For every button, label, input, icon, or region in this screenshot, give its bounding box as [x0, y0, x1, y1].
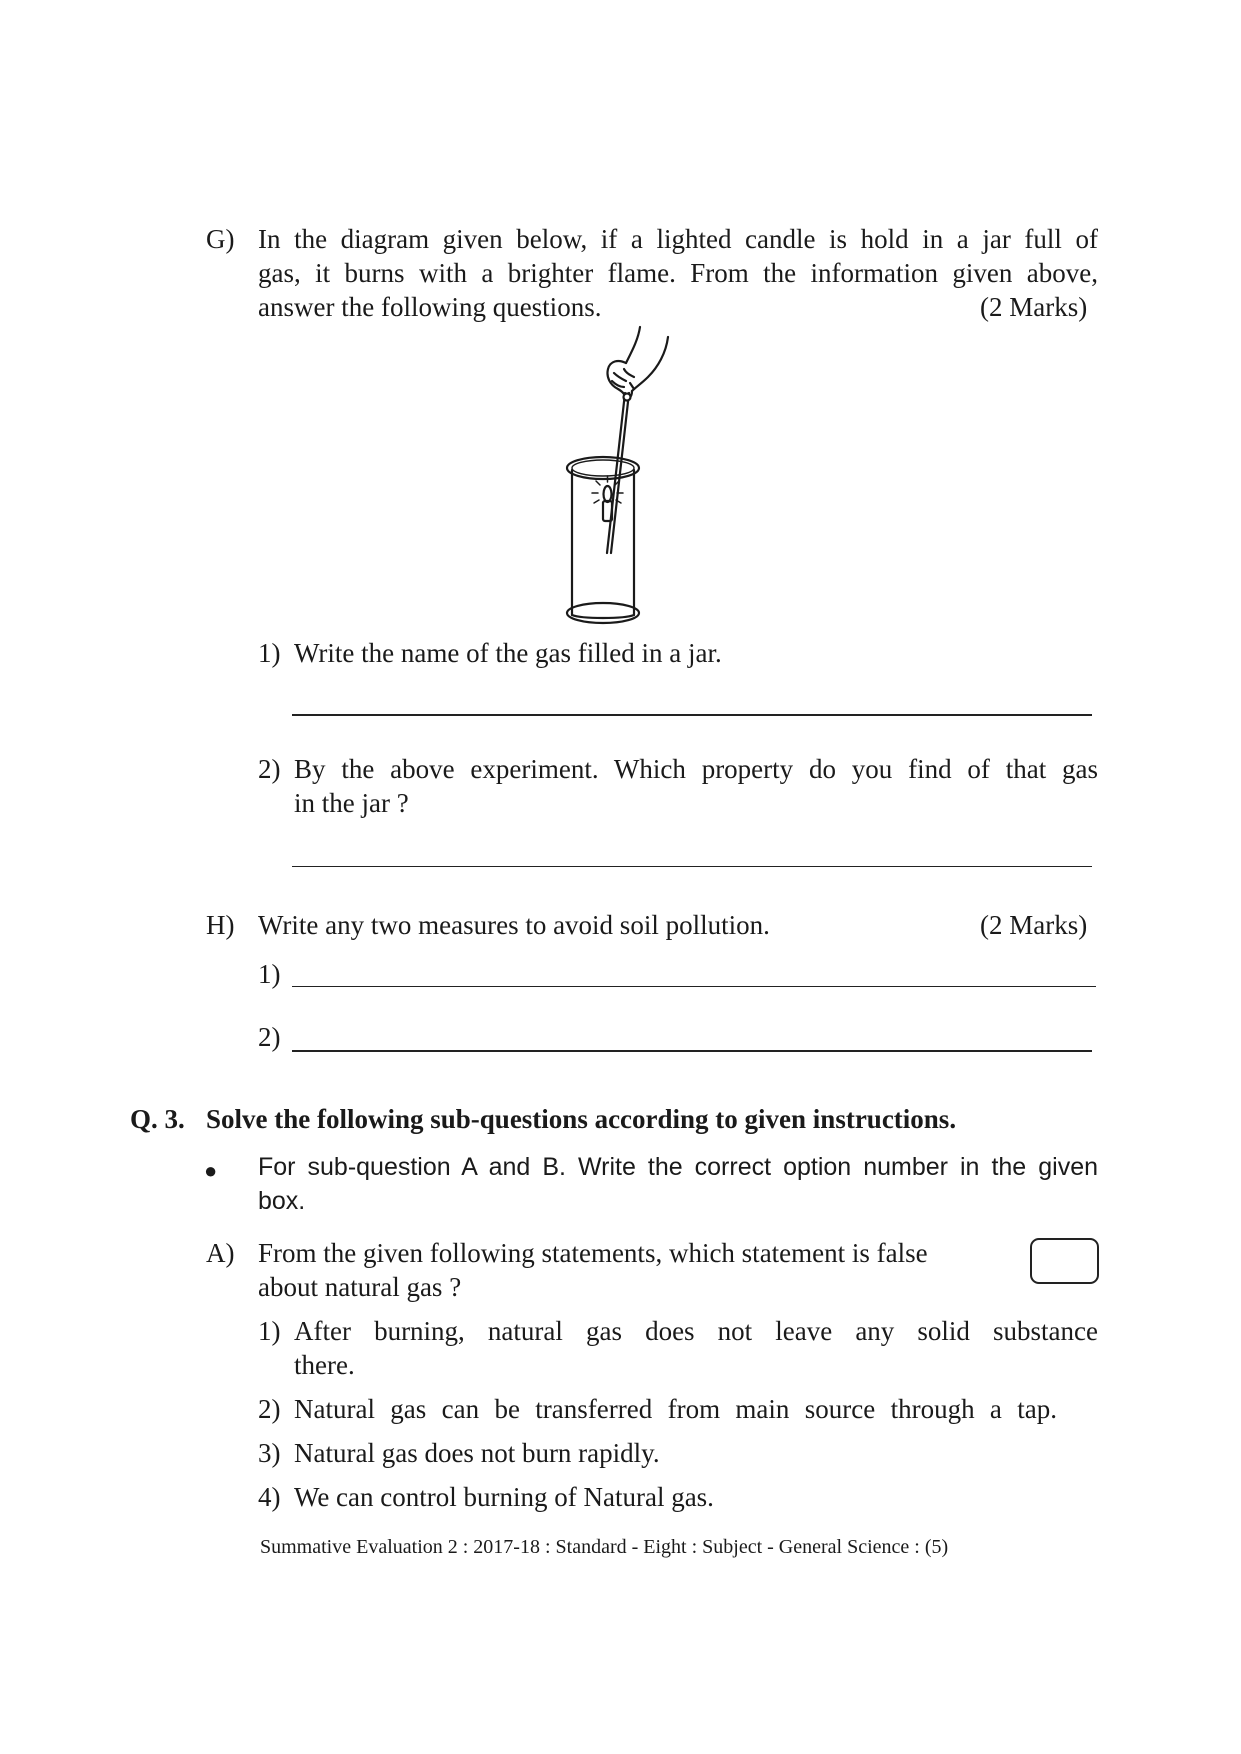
question-a-label: A): [206, 1238, 235, 1268]
option-3-text: Natural gas does not burn rapidly.: [294, 1438, 660, 1468]
question-g-sub1-text: Write the name of the gas filled in a jar.: [294, 638, 722, 668]
option-1-line2: there.: [294, 1350, 355, 1380]
question-g-label: G): [206, 224, 235, 254]
answer-line-g1[interactable]: [292, 714, 1092, 716]
question-h-marks: (2 Marks): [980, 910, 1088, 940]
q3-instruction-line2: box.: [258, 1187, 306, 1215]
option-2-number: 2): [258, 1394, 281, 1424]
answer-box-a[interactable]: [1030, 1238, 1099, 1284]
question-g-sub1-number: 1): [258, 638, 281, 668]
answer-line-h1[interactable]: [292, 986, 1096, 987]
question-a-text-line1: From the given following statements, which statement is false: [258, 1238, 928, 1268]
question-a-text-line2: about natural gas ?: [258, 1272, 462, 1302]
question-g-text-line3: answer the following questions.: [258, 292, 602, 322]
gas-jar-icon: [567, 457, 639, 623]
question-g-marks: (2 Marks): [980, 292, 1088, 322]
option-1-line1: After burning, natural gas does not leave any solid substance: [294, 1316, 1098, 1346]
option-4-text: We can control burning of Natural gas.: [294, 1482, 714, 1512]
option-3-number: 3): [258, 1438, 281, 1468]
hand-icon: [607, 327, 668, 400]
option-2-text: Natural gas can be transferred from main source through a tap.: [294, 1394, 1057, 1424]
question-g-text-line2: gas, it burns with a brighter flame. From the information given above,: [258, 258, 1098, 288]
q3-label: Q. 3.: [130, 1104, 185, 1134]
bullet-icon: ●: [204, 1158, 218, 1183]
question-g-sub2-number: 2): [258, 754, 281, 784]
q3-heading: Solve the following sub-questions according to given instructions.: [206, 1104, 957, 1134]
answer-line-g2[interactable]: [292, 866, 1092, 867]
question-h-label: H): [206, 910, 235, 940]
q3-instruction-line1: For sub-question A and B. Write the correct option number in the given: [258, 1153, 1098, 1181]
question-g-sub2-line1: By the above experiment. Which property do you find of that gas: [294, 754, 1098, 784]
option-1-number: 1): [258, 1316, 281, 1346]
candle-jar-diagram: [560, 325, 670, 627]
page-footer: Summative Evaluation 2 : 2017-18 : Standard - Eight : Subject - General Science : (5): [260, 1536, 949, 1558]
option-4-number: 4): [258, 1482, 281, 1512]
question-h-text: Write any two measures to avoid soil pollution.: [258, 910, 770, 940]
question-h-answer1-number: 1): [258, 959, 281, 989]
question-g-sub2-line2: in the jar ?: [294, 788, 409, 818]
question-h-answer2-number: 2): [258, 1022, 281, 1052]
question-g-text-line1: In the diagram given below, if a lighted candle is hold in a jar full of: [258, 224, 1098, 254]
answer-line-h2[interactable]: [292, 1050, 1092, 1052]
